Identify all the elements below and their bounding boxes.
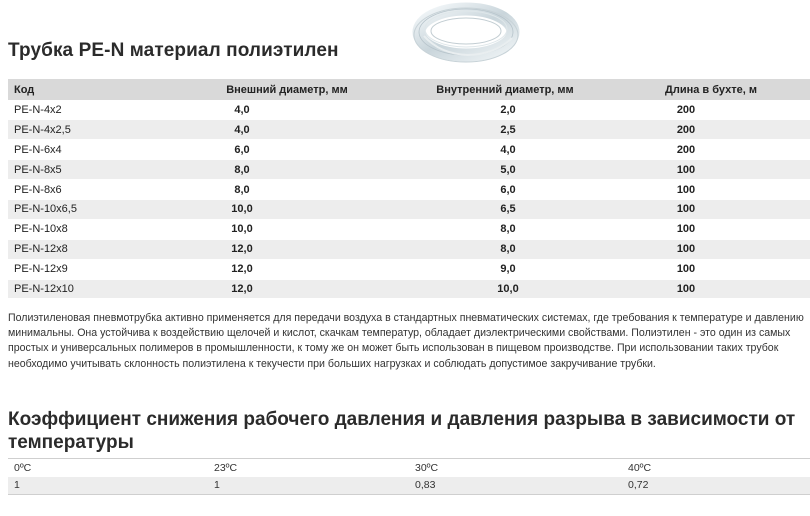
cell-inner-diameter: 2,0 bbox=[398, 100, 612, 120]
cell-coil-length: 200 bbox=[612, 140, 810, 160]
cell-outer-diameter: 12,0 bbox=[176, 259, 398, 279]
cell-inner-diameter: 2,5 bbox=[398, 120, 612, 140]
cell-coil-length: 100 bbox=[612, 180, 810, 200]
temp-header: 40ºC bbox=[622, 459, 810, 477]
cell-inner-diameter: 10,0 bbox=[398, 279, 612, 299]
table-row bbox=[8, 140, 810, 160]
coefficient-value: 0,72 bbox=[622, 477, 810, 495]
cell-outer-diameter: 12,0 bbox=[176, 239, 398, 259]
cell-code: PE-N-6x4 bbox=[8, 140, 176, 160]
cell-outer-diameter: 8,0 bbox=[176, 180, 398, 200]
page-title: Трубка PE-N материал полиэтилен bbox=[8, 40, 339, 61]
cell-inner-diameter: 8,0 bbox=[398, 239, 612, 259]
temperature-header-row bbox=[8, 459, 810, 477]
cell-coil-length: 100 bbox=[612, 239, 810, 259]
cell-inner-diameter: 9,0 bbox=[398, 259, 612, 279]
cell-coil-length: 100 bbox=[612, 199, 810, 219]
tubing-coil-image bbox=[410, 2, 520, 64]
cell-coil-length: 100 bbox=[612, 279, 810, 299]
header-coil-length: Длина в бухте, м bbox=[612, 79, 810, 100]
cell-inner-diameter: 6,0 bbox=[398, 180, 612, 200]
cell-inner-diameter: 5,0 bbox=[398, 160, 612, 180]
cell-code: PE-N-12x8 bbox=[8, 239, 176, 259]
spec-table bbox=[8, 79, 810, 299]
cell-code: PE-N-8x5 bbox=[8, 160, 176, 180]
table-row bbox=[8, 160, 810, 180]
table-end-rule bbox=[8, 495, 810, 503]
cell-code: PE-N-4x2,5 bbox=[8, 120, 176, 140]
cell-code: PE-N-12x10 bbox=[8, 279, 176, 299]
temp-header: 23ºC bbox=[208, 459, 409, 477]
table-row bbox=[8, 100, 810, 120]
table-row bbox=[8, 279, 810, 299]
section-title-pressure-coefficient: Коэффициент снижения рабочего давления и давления разрыва в зависимости от температуры bbox=[8, 409, 796, 453]
table-row bbox=[8, 219, 810, 239]
cell-outer-diameter: 4,0 bbox=[176, 100, 398, 120]
cell-outer-diameter: 6,0 bbox=[176, 140, 398, 160]
temperature-coefficient-table bbox=[8, 458, 810, 503]
cell-coil-length: 100 bbox=[612, 219, 810, 239]
cell-inner-diameter: 4,0 bbox=[398, 140, 612, 160]
cell-outer-diameter: 4,0 bbox=[176, 120, 398, 140]
header-outer-diameter: Внешний диаметр, мм bbox=[176, 79, 398, 100]
cell-coil-length: 100 bbox=[612, 160, 810, 180]
cell-outer-diameter: 10,0 bbox=[176, 219, 398, 239]
cell-code: PE-N-4x2 bbox=[8, 100, 176, 120]
table-row bbox=[8, 120, 810, 140]
cell-coil-length: 200 bbox=[612, 120, 810, 140]
header-code: Код bbox=[8, 79, 176, 100]
cell-code: PE-N-10x6,5 bbox=[8, 199, 176, 219]
cell-outer-diameter: 8,0 bbox=[176, 160, 398, 180]
table-row bbox=[8, 180, 810, 200]
coefficient-value: 1 bbox=[208, 477, 409, 495]
cell-coil-length: 200 bbox=[612, 100, 810, 120]
cell-inner-diameter: 6,5 bbox=[398, 199, 612, 219]
cell-code: PE-N-8x6 bbox=[8, 180, 176, 200]
cell-code: PE-N-12x9 bbox=[8, 259, 176, 279]
cell-outer-diameter: 10,0 bbox=[176, 199, 398, 219]
table-row bbox=[8, 239, 810, 259]
coefficient-value: 1 bbox=[8, 477, 208, 495]
cell-coil-length: 100 bbox=[612, 259, 810, 279]
table-row bbox=[8, 199, 810, 219]
temp-header: 30ºC bbox=[409, 459, 622, 477]
table-row bbox=[8, 259, 810, 279]
cell-code: PE-N-10x8 bbox=[8, 219, 176, 239]
product-description: Полиэтиленовая пневмотрубка активно применяется для передачи воздуха в стандартных пневматических системах, где требования к температуре и давлению минимальны. Она устойчива к воздействию щелочей и кислот, скачкам температур, обладает диэлектрическими свойствами. Полиэтилен - это один из самых простых и универсальных полимеров в промышленности, к тому же он может быть использован в пищевом производстве. При использовании таких трубок необходимо учитывать склонность полиэтилена к текучести при больших нагрузках и соблюдать допустимое закручивание трубки. bbox=[8, 312, 804, 370]
spec-table-header bbox=[8, 79, 810, 100]
cell-inner-diameter: 8,0 bbox=[398, 219, 612, 239]
coefficient-row bbox=[8, 477, 810, 495]
cell-outer-diameter: 12,0 bbox=[176, 279, 398, 299]
header-inner-diameter: Внутренний диаметр, мм bbox=[398, 79, 612, 100]
temp-header: 0ºC bbox=[8, 459, 208, 477]
coefficient-value: 0,83 bbox=[409, 477, 622, 495]
